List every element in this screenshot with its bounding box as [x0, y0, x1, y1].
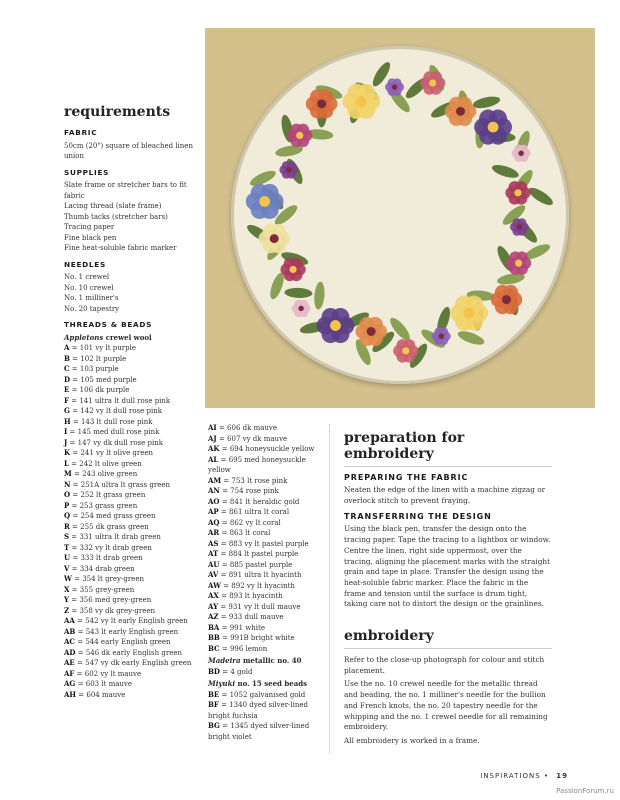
thread-entry: B = 102 lt purple — [64, 353, 127, 363]
thread-entry: AI = 606 dk mauve — [208, 423, 277, 432]
thread-code: Q — [64, 511, 71, 520]
needle-item: No. 10 crewel — [64, 283, 114, 292]
embroidery-paragraph: All embroidery is worked in a frame. — [344, 735, 480, 745]
thread-entry: AL = 695 med honeysuckle yellow — [208, 454, 306, 474]
thread-code: BD — [208, 666, 220, 676]
thread-entry: AO = 841 lt heraldic gold — [208, 496, 300, 506]
leaf — [490, 162, 520, 180]
thread-code: R — [64, 521, 70, 531]
thread-entry: E = 106 dk purple — [64, 385, 130, 394]
thread-entry: J = 147 vy dk dull rose pink — [64, 437, 163, 447]
thread-description: 252 lt grass green — [80, 491, 146, 499]
thread-entry: T = 332 vy lt drab green — [64, 542, 152, 552]
thread-entry: AE = 547 vy dk early English green — [64, 658, 192, 667]
thread-entry: Z = 358 vy dk grey-green — [64, 605, 156, 615]
madeira-brand: Madeira — [208, 656, 241, 665]
thread-description: 885 pastel purple — [229, 560, 293, 569]
thread-description: 606 dk mauve — [227, 424, 277, 432]
column-divider — [329, 424, 331, 754]
thread-description: 355 grey-green — [79, 585, 135, 594]
supplies-heading: SUPPLIES — [64, 167, 110, 177]
thread-code: AR — [208, 528, 220, 537]
thread-description: 884 lt pastel purple — [228, 550, 299, 558]
thread-code: G — [64, 406, 70, 415]
thread-code: I — [64, 427, 68, 436]
thread-entry: G = 142 vy lt dull rose pink — [64, 406, 162, 415]
thread-entry: H = 143 lt dull rose pink — [64, 416, 153, 426]
thread-code: BF — [208, 700, 219, 709]
thread-code: AL — [208, 454, 219, 464]
thread-entry: AY = 931 vy lt dull mauve — [208, 601, 301, 611]
wreath-leaves — [245, 60, 556, 371]
thread-code: BG — [208, 721, 221, 730]
thread-code: AQ — [208, 517, 220, 527]
madeira-list — [208, 667, 324, 678]
thread-entry: D = 105 med purple — [64, 374, 137, 384]
thread-code: K — [64, 448, 71, 457]
thread-description: 602 vy lt mauve — [84, 669, 142, 678]
leaf — [456, 328, 486, 347]
thread-description: 4 gold — [230, 667, 253, 676]
thread-entry: AB = 543 lt early English green — [64, 626, 179, 636]
thread-description: 892 vy lt hyacinth — [231, 581, 295, 590]
transferring-design-text: Using the black pen, transfer the design onto the tracing paper. Tape the tracing to a lightbox or window. Centre the linen, right side uppermost, over the tracing, aligning the placement marks with the straight grain and tape in place. Transfer the design using the heat-soluble fabric marker. Place the fabric in the frame and tension until the surface is drum tight, taking care not to distort the design or the grainlines. — [344, 524, 551, 609]
thread-code: L — [64, 458, 69, 468]
thread-description: 1345 dyed silver-lined bright violet — [208, 722, 310, 741]
thread-entry: BB = 991B bright white — [208, 633, 295, 642]
thread-code: F — [64, 395, 69, 405]
thread-description: 863 lt coral — [229, 529, 271, 537]
thread-code: BC — [208, 643, 220, 653]
thread-code: AY — [208, 601, 219, 611]
preparation-title: preparation for embroidery — [344, 430, 552, 467]
thread-entry: AH = 604 mauve — [64, 689, 126, 699]
thread-code: BA — [208, 622, 220, 632]
thread-code: AB — [64, 626, 76, 636]
thread-description: 604 mauve — [86, 690, 126, 699]
thread-code: A — [64, 343, 70, 352]
miyuki-list — [208, 690, 324, 743]
thread-code: V — [64, 563, 70, 573]
thread-description: 142 vy lt dull rose pink — [80, 407, 162, 415]
requirements-column — [64, 128, 204, 700]
thread-entry: O = 252 lt grass green — [64, 490, 146, 499]
thread-code: AU — [208, 559, 220, 569]
thread-description: 147 vy dk dull rose pink — [77, 438, 163, 447]
needle-item: No. 1 milliner's — [64, 294, 119, 302]
needle-item: No. 20 tapestry — [64, 304, 120, 313]
flower — [420, 71, 445, 94]
thread-entry: P = 253 grass green — [64, 500, 138, 510]
thread-code: AV — [208, 570, 219, 579]
thread-entry: K = 241 vy lt olive green — [64, 448, 154, 457]
flower — [258, 224, 290, 253]
thread-code: H — [64, 416, 71, 426]
thread-description: 695 med honeysuckle yellow — [208, 455, 306, 474]
thread-list-1 — [64, 343, 204, 700]
thread-entry: AZ = 933 dull mauve — [208, 612, 284, 621]
floral-wreath-illustration — [205, 28, 595, 408]
thread-code: AN — [208, 486, 220, 495]
leaf — [284, 287, 312, 298]
preparation-section — [344, 430, 552, 613]
thread-entry: AU = 885 pastel purple — [208, 559, 293, 569]
thread-code: J — [64, 437, 68, 447]
magazine-name: INSPIRATIONS — [480, 772, 541, 780]
thread-code: T — [64, 542, 70, 552]
thread-entry: A = 101 vy lt purple — [64, 343, 136, 352]
flower — [450, 296, 488, 331]
flower — [342, 84, 380, 119]
fabric-item: 50cm (20") square of bleached linen union — [64, 141, 193, 160]
thread-entry: AJ = 607 vy dk mauve — [208, 433, 288, 443]
supply-item: Slate frame or stretcher bars to fit fabric — [64, 181, 187, 200]
footer-bullet: • — [543, 772, 550, 780]
thread-description: 991B bright white — [230, 634, 295, 642]
requirements-title: requirements — [64, 104, 171, 120]
needle-item: No. 1 crewel — [64, 273, 110, 281]
flower — [385, 78, 404, 96]
thread-description: 991 white — [229, 623, 265, 632]
thread-description: 143 lt dull rose pink — [80, 417, 153, 426]
thread-entry: AG = 603 lt mauve — [64, 679, 133, 688]
thread-entry: AS = 883 vy lt pastel purple — [208, 538, 309, 548]
thread-entry: AR = 863 lt coral — [208, 528, 271, 537]
supply-item: Fine heat-soluble fabric marker — [64, 244, 177, 252]
thread-entry: I = 145 med dull rose pink — [64, 427, 160, 436]
thread-code: D — [64, 374, 71, 384]
thread-code: AM — [208, 475, 222, 485]
thread-description: 861 ultra lt coral — [229, 508, 290, 516]
thread-description: 105 med purple — [80, 375, 137, 384]
thread-description: 103 purple — [79, 365, 119, 373]
thread-description: 603 lt mauve — [85, 680, 133, 688]
flower — [246, 184, 284, 219]
embroidery-paragraph: Use the no. 10 crewel needle for the metallic thread and beading, the no. 1 milliner's needle for the bullion and French knots, the no. 20 tapestry needle for the whipping and the no. 1 crewel needle for all remaining embroidery. — [344, 679, 548, 732]
thread-code: AS — [208, 538, 219, 548]
thread-description: 332 vy lt drab green — [79, 543, 152, 552]
thread-description: 106 dk purple — [79, 386, 130, 394]
thread-code: X — [64, 584, 70, 594]
thread-description: 862 vy lt coral — [229, 518, 281, 527]
thread-entry: N = 251A ultra lt grass green — [64, 479, 170, 489]
thread-description: 933 dull mauve — [228, 613, 284, 621]
thread-description: 1340 dyed silver-lined bright fuchsia — [208, 701, 309, 720]
thread-entry: AK = 694 honeysuckle yellow — [208, 444, 315, 453]
miyuki-type: no. 15 seed beads — [235, 679, 308, 688]
thread-code: AT — [208, 549, 219, 558]
thread-entry: X = 355 grey-green — [64, 584, 135, 594]
thread-entry: AT = 884 lt pastel purple — [208, 549, 299, 558]
thread-description: 254 med grass green — [80, 512, 156, 520]
miyuki-subheading — [208, 679, 324, 690]
thread-description: 841 lt heraldic gold — [229, 497, 300, 506]
preparing-fabric-heading: PREPARING THE FABRIC — [344, 473, 469, 482]
transferring-design-heading: TRANSFERRING THE DESIGN — [344, 512, 492, 522]
thread-entry: AM = 753 lt rose pink — [208, 475, 288, 485]
thread-code: AW — [208, 580, 221, 590]
watermark: PassionForum.ru — [556, 787, 614, 795]
thread-code: AP — [208, 507, 219, 516]
thread-code: AE — [64, 658, 75, 667]
thread-description: 354 lt grey-green — [82, 575, 144, 583]
thread-entry: AQ = 862 vy lt coral — [208, 517, 281, 527]
embroidery-photo — [205, 28, 595, 408]
thread-description: 931 vy lt dull mauve — [228, 602, 301, 611]
thread-description: 996 lemon — [229, 644, 268, 653]
embroidery-title: embroidery — [344, 628, 552, 649]
thread-entry: U = 333 lt drab green — [64, 553, 143, 562]
leaf — [313, 281, 325, 310]
preparing-fabric-text: Neaten the edge of the linen with a machine zigzag or overlock stitch to prevent fraying. — [344, 485, 546, 505]
thread-entry: F = 141 ultra lt dull rose pink — [64, 395, 171, 405]
thread-description: 101 vy lt purple — [79, 344, 136, 352]
thread-entry: C = 103 purple — [64, 364, 119, 373]
flower — [292, 300, 311, 318]
thread-entry: AP = 861 ultra lt coral — [208, 507, 290, 516]
thread-code: E — [64, 385, 70, 394]
appletons-subheading — [64, 333, 204, 344]
threads-heading: THREADS & BEADS — [64, 320, 153, 329]
thread-description: 607 vy dk mauve — [227, 434, 288, 443]
thread-code: AF — [64, 668, 75, 678]
thread-description: 242 lt olive green — [79, 459, 142, 468]
miyuki-brand: Miyuki — [208, 679, 236, 688]
thread-description: 241 vy lt olive green — [80, 449, 154, 457]
thread-description: 547 vy dk early English green — [85, 659, 192, 667]
thread-entry: R = 255 dk grass green — [64, 521, 149, 531]
thread-entry: V = 334 drab green — [64, 563, 135, 573]
thread-description: 754 rose pink — [230, 487, 279, 495]
thread-description: 253 grass green — [79, 501, 138, 510]
thread-code: AX — [208, 591, 219, 600]
madeira-subheading — [208, 656, 324, 667]
thread-code: Y — [64, 595, 69, 604]
leaf — [268, 271, 287, 301]
thread-entry: BC = 996 lemon — [208, 643, 268, 653]
thread-code: AG — [64, 679, 76, 688]
thread-entry: AF = 602 vy lt mauve — [64, 668, 142, 678]
appletons-type: crewel wool — [103, 332, 152, 342]
embroidery-paragraph: Refer to the close-up photograph for colour and stitch placement. — [344, 655, 545, 675]
thread-description: 1052 galvanised gold — [229, 690, 306, 699]
thread-description: 331 ultra lt drab green — [79, 533, 161, 541]
thread-code: O — [64, 490, 71, 499]
thread-description: 243 olive green — [82, 470, 138, 478]
madeira-type: metallic no. 40 — [240, 656, 302, 665]
thread-description: 334 drab green — [79, 564, 135, 573]
thread-entry: AD = 546 dk early English green — [64, 647, 182, 657]
thread-code: AA — [64, 616, 75, 625]
thread-code: B — [64, 353, 70, 363]
thread-description: 893 lt hyacinth — [229, 592, 283, 600]
thread-list-2 — [208, 423, 324, 654]
flower — [317, 308, 355, 343]
thread-code: M — [64, 469, 72, 478]
thread-description: 546 dk early English green — [85, 648, 182, 657]
thread-entry: Y = 356 med grey-green — [64, 595, 152, 604]
thread-code: C — [64, 364, 70, 373]
fabric-heading: FABRIC — [64, 128, 98, 137]
thread-code: AK — [208, 444, 220, 453]
thread-entry: AA = 542 vy lt early English green — [64, 616, 188, 625]
thread-entry: AC = 544 early English green — [64, 637, 171, 646]
appletons-brand: Appletons — [64, 332, 104, 342]
page-number: 19 — [556, 772, 568, 780]
thread-code: U — [64, 553, 71, 562]
thread-description: 255 dk grass green — [80, 522, 149, 531]
thread-code: N — [64, 479, 71, 489]
thread-entry: Q = 254 med grass green — [64, 511, 156, 520]
thread-code: Z — [64, 605, 70, 615]
leaf — [472, 94, 502, 110]
thread-entry: BD = 4 gold — [208, 666, 253, 676]
thread-description: 358 vy dk grey-green — [79, 606, 156, 615]
thread-entry: BF = 1340 dyed silver-lined bright fuchsia — [208, 700, 309, 720]
thread-description: 333 lt drab green — [80, 554, 143, 562]
thread-description: 891 ultra lt hyacinth — [228, 571, 302, 579]
thread-code: P — [64, 500, 70, 510]
thread-description: 694 honeysuckle yellow — [229, 445, 315, 453]
thread-description: 145 med dull rose pink — [77, 428, 160, 436]
thread-code: AZ — [208, 612, 219, 621]
thread-column-2 — [208, 423, 324, 742]
supply-item: Thumb tacks (stretcher bars) — [64, 212, 168, 221]
thread-entry: M = 243 olive green — [64, 469, 138, 478]
flower — [512, 144, 531, 162]
supply-item: Lacing thread (slate frame) — [64, 202, 162, 210]
thread-entry: AV = 891 ultra lt hyacinth — [208, 570, 302, 579]
thread-description: 102 lt purple — [80, 354, 127, 363]
thread-code: AO — [208, 496, 220, 506]
supply-item: Fine black pen — [64, 233, 117, 242]
thread-entry: AX = 893 lt hyacinth — [208, 591, 283, 600]
thread-entry: AW = 892 vy lt hyacinth — [208, 580, 295, 590]
thread-entry: BG = 1345 dyed silver-lined bright violet — [208, 721, 310, 741]
thread-description: 251A ultra lt grass green — [80, 480, 170, 489]
thread-description: 356 med grey-green — [79, 596, 152, 604]
thread-entry: S = 331 ultra lt drab green — [64, 532, 161, 541]
thread-entry: L = 242 lt olive green — [64, 458, 142, 468]
thread-description: 542 vy lt early English green — [85, 617, 188, 625]
thread-description: 544 early English green — [85, 638, 171, 646]
flower — [445, 97, 477, 126]
supply-item: Tracing paper — [64, 223, 115, 231]
thread-code: AH — [64, 689, 77, 699]
thread-entry: W = 354 lt grey-green — [64, 574, 144, 583]
thread-code: AI — [208, 423, 217, 432]
thread-entry: AN = 754 rose pink — [208, 486, 279, 495]
thread-entry: BA = 991 white — [208, 622, 265, 632]
thread-description: 543 lt early English green — [85, 627, 179, 636]
thread-description: 141 ultra lt dull rose pink — [79, 396, 171, 405]
leaf — [526, 185, 555, 208]
page-footer — [480, 772, 568, 780]
thread-code: AC — [64, 637, 76, 646]
thread-code: AD — [64, 647, 76, 657]
thread-code: S — [64, 532, 70, 541]
thread-description: 753 lt rose pink — [231, 476, 288, 485]
thread-description: 883 vy lt pastel purple — [228, 539, 309, 548]
thread-code: BB — [208, 633, 220, 642]
thread-entry: BE = 1052 galvanised gold — [208, 689, 306, 699]
embroidery-section — [344, 628, 552, 750]
needles-heading: NEEDLES — [64, 259, 106, 269]
thread-code: W — [64, 574, 72, 583]
thread-code: BE — [208, 689, 220, 699]
thread-code: AJ — [208, 433, 217, 443]
